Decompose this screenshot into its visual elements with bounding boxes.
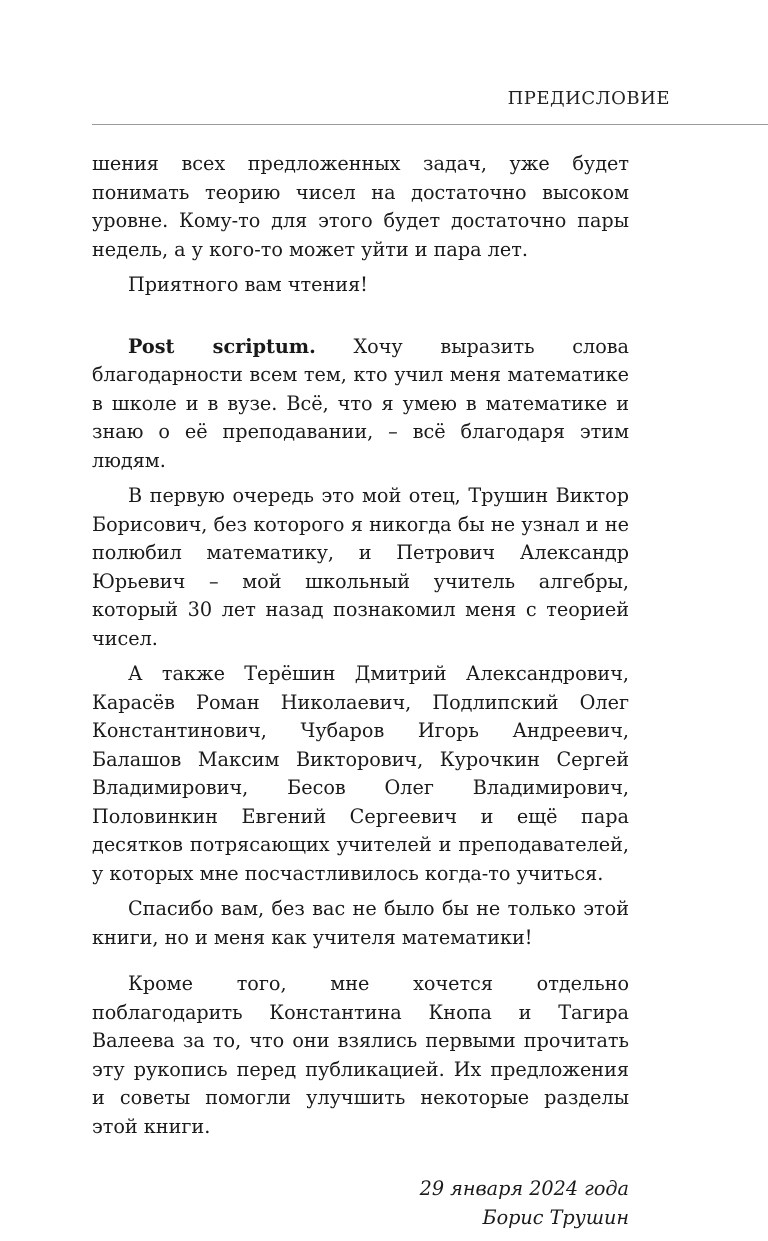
- signature-block: [92, 1175, 629, 1232]
- paragraph-postscript: [92, 333, 629, 476]
- signature-author: Борис Трушин: [482, 1205, 629, 1229]
- paragraph-reviewers: Кроме того, мне хочется отдельно поблагодарить Константина Кнопа и Тагира Валеева за то, что они взялись первыми прочитать эту рукопись перед публикацией. Их предложения и советы помогли улучшить некоторые разделы этой книги.: [92, 972, 629, 1138]
- paragraph-father-teacher: В первую очередь это мой отец, Трушин Виктор Борисович, без которого я никогда бы не узнал и не полюбил математику, и Петрович Александр Юрьевич – мой школьный учитель алгебры, который 30 лет назад познакомил меня с теорией чисел.: [92, 484, 629, 650]
- paragraph-teachers-list: А также Терёшин Дмитрий Александрович, Карасёв Роман Николаевич, Подлипский Олег Константинович, Чубаров Игорь Андреевич, Балашов Максим Викторович, Курочкин Сергей Владимирович, Бесов Олег Владимирович, Половинкин Евгений Сергеевич и ещё пара десятков потрясающих учителей и преподавателей, у которых мне посчастливилось когда-то учиться.: [92, 662, 629, 885]
- paragraph-enjoy-reading: Приятного вам чтения!: [128, 273, 368, 296]
- postscript-text: Хочу выразить слова благодарности всем тем, кто учил меня математике в школе и в вузе. Всё, что я умею в математике и знаю о её преподавании, – всё благодаря этим людям.: [92, 334, 629, 472]
- running-head-title: ПРЕДИСЛОВИЕ: [507, 88, 670, 109]
- page-body: [92, 150, 629, 1232]
- header-rule: [92, 124, 768, 125]
- paragraph-continuation: шения всех предложенных задач, уже будет понимать теорию чисел на достаточно высоком уровне. Кому-то для этого будет достаточно пары недель, а у кого-то может уйти и пара лет.: [92, 152, 629, 261]
- signature-date: 29 января 2024 года: [419, 1177, 629, 1200]
- postscript-lead: Post scriptum.: [128, 334, 316, 358]
- paragraph-thanks: Спасибо вам, без вас не было бы не только этой книги, но и меня как учителя математики!: [92, 897, 629, 949]
